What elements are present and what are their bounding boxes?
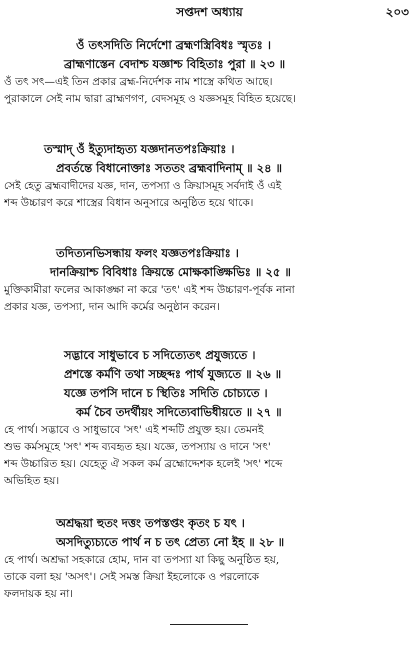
translation-line: শুভ কর্মসমূহে 'সৎ' শব্দ ব্যবহৃত হয়। যজ্ঞে, তপস্যায় ও দানে 'সৎ' <box>4 441 271 453</box>
verse-line: দানক্রিয়াশ্চ বিবিধাঃ ক্রিয়ন্তে মোক্ষকাঙ্ক্ষিভিঃ ॥ ২৫ ॥ <box>50 265 291 279</box>
translation-line: অভিহিত হয়। <box>4 475 60 487</box>
translation-line: প্রকার যজ্ঞ, তপস্যা, দান আদি কর্মের অনুষ্ঠান করেন। <box>4 301 220 313</box>
translation-line: তাকে বলা হয় 'অসৎ'। সেই সমস্ত ক্রিয়া ইহলোকে ও পরলোকে <box>4 571 260 583</box>
verse-line: প্রবর্তন্তে বিধানোক্তাঃ সততং ব্রহ্মবাদিনাম্ ॥ ২৪ ॥ <box>56 161 283 175</box>
verse-line: তদিত্যনভিসন্ধায় ফলং যজ্ঞতপঃক্রিয়াঃ । <box>56 246 239 260</box>
chapter-title: সপ্তদশ অধ্যায় <box>176 5 243 19</box>
translation-line: হে পার্থ। সদ্ভাবে ও সাধুভাবে 'সৎ' এই শব্দটি প্রযুক্ত হয়। তেমনই <box>4 424 264 436</box>
verse-line: ব্রাহ্মণাস্তেন বেদাশ্চ যজ্ঞাশ্চ বিহিতাঃ পুরা ॥ ২৩ ॥ <box>64 57 286 71</box>
verse-line: তস্মাদ্ ওঁ ইত্যুদাহৃত্য যজ্ঞদানতপঃক্রিয়াঃ । <box>44 142 235 156</box>
verse-line: অশ্রদ্ধয়া হুতং দত্তং তপস্তপ্তং কৃতং চ যৎ । <box>56 516 245 530</box>
verse-line: ওঁ তৎসদিতি নির্দেশো ব্রহ্মণস্ত্রিবিধঃ স্মৃতঃ । <box>76 38 271 52</box>
verse-line: যজ্ঞে তপসি দানে চ স্থিতিঃ সদিতি চোচ্যতে । <box>64 386 268 400</box>
verse-section-24 <box>4 140 415 212</box>
page-number: ২০৩ <box>385 5 409 19</box>
verse-section-26-27 <box>4 346 415 490</box>
page-header <box>0 4 419 24</box>
verse-section-28 <box>4 514 415 603</box>
end-divider <box>170 624 248 625</box>
translation-line: শব্দ উচ্চারণ করে শাস্ত্রের বিধান অনুসারে অনুষ্ঠিত হয়ে থাকে। <box>4 197 254 209</box>
translation-line: ওঁ তৎ সৎ—এই তিন প্রকার ব্রহ্ম-নির্দেশক নাম শাস্ত্রে কথিত আছে। <box>4 76 273 88</box>
verse-line: সদ্ভাবে সাধুভাবে চ সদিত্যেতৎ প্রযুজ্যতে । <box>64 348 256 362</box>
verse-line: প্রশস্তে কর্মণি তথা সচ্ছব্দঃ পার্থ যুজ্যতে ॥ ২৬ ॥ <box>64 367 282 381</box>
translation-line: শব্দ উচ্চারিত হয়। যেহেতু ঐ সকল কর্ম ব্রহ্মোদ্দেশক হলেই 'সৎ' শব্দে <box>4 458 283 470</box>
translation-line: ফলদায়ক হয় না। <box>4 588 74 600</box>
verse-line: অসদিত্যুচ্যতে পার্থ ন চ তৎ প্রেত্য নো ইহ ॥ ২৮ ॥ <box>56 535 285 549</box>
verse-section-25 <box>4 244 415 316</box>
translation-line: পুরাকালে সেই নাম দ্বারা ব্রাহ্মণগণ, বেদসমূহ ও যজ্ঞসমূহ বিহিত হয়েছে। <box>4 93 296 105</box>
verse-line: কর্ম চৈব তদর্থীয়ং সদিত্যেবাভিধীয়তে ॥ ২৭ ॥ <box>76 405 282 419</box>
translation-line: মুক্তিকামীরা ফলের আকাঙ্ক্ষা না করে 'তৎ' এই শব্দ উচ্চারণ-পূর্বক নানা <box>4 284 295 296</box>
verse-section-23 <box>4 36 415 108</box>
translation-line: হে পার্থ। অশ্রদ্ধা সহকারে হোম, দান বা তপস্যা যা কিছু অনুষ্ঠিত হয়, <box>4 554 280 566</box>
translation-line: সেই হেতু ব্রহ্মবাদীদের যজ্ঞ, দান, তপস্যা ও ক্রিয়াসমূহ সর্বদাই ওঁ এই <box>4 180 282 192</box>
